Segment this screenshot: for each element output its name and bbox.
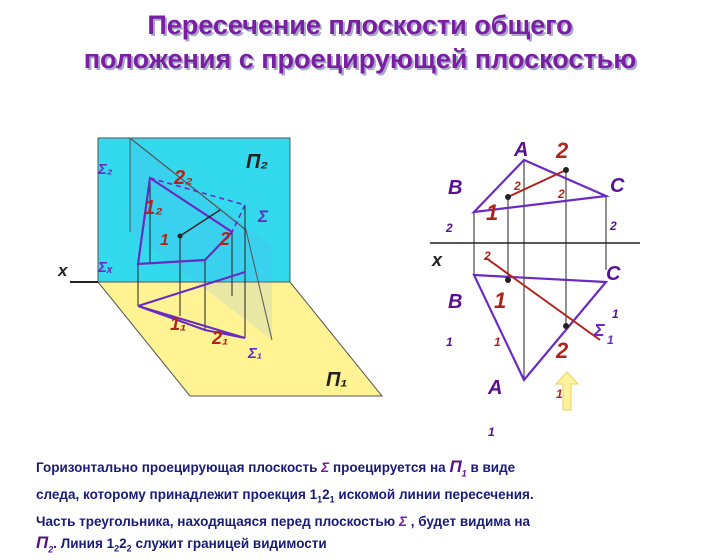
- label-2-1-main: 2: [556, 338, 569, 363]
- text-line-1: [36, 456, 706, 484]
- text-2c: искомой линии пересечения.: [338, 487, 534, 503]
- label-x-right: x: [432, 250, 443, 270]
- text-line-4: [36, 532, 706, 560]
- label-C2: C: [610, 175, 625, 197]
- text-2a: следа, которому принадлежит проекция 1: [36, 487, 318, 503]
- label-1-1-sub: 1: [494, 335, 501, 349]
- text-2-sub1: 1: [317, 495, 323, 506]
- right-view: [430, 138, 640, 439]
- label-2-2: 2₂: [174, 167, 193, 189]
- text-1-sigma: Σ: [321, 460, 330, 475]
- label-A2: A: [514, 139, 529, 161]
- text-3b: , будет видима на: [410, 514, 531, 530]
- label-sigma1-right: Σ: [594, 320, 605, 340]
- label-2-1: 2₁: [212, 328, 229, 348]
- text-1b: проецируется на: [332, 460, 446, 475]
- left-view: [57, 138, 382, 396]
- label-1-1: 1₁: [170, 314, 187, 334]
- text-2b: 2: [322, 487, 330, 503]
- explanation-text: [36, 456, 706, 560]
- label-1-1-main: 1: [494, 288, 507, 313]
- text-4-sub1: 2: [114, 543, 120, 554]
- point-2-2: [563, 167, 569, 173]
- text-2-sub2: 1: [329, 495, 335, 506]
- text-1c: в виде: [470, 460, 516, 475]
- label-sigma-x: Σₓ: [98, 259, 113, 276]
- label-1-2: 1₂: [144, 197, 163, 219]
- label-sigma2: Σ₂: [98, 161, 113, 178]
- label-sigma: Σ: [258, 207, 269, 226]
- text-1a: Горизонтально проецирующая плоскость: [36, 460, 318, 475]
- label-1-2-sub: 2: [484, 249, 491, 263]
- text-4c: служит границей видимости: [135, 536, 327, 552]
- text-4-pi-sub: 2: [48, 544, 54, 555]
- label-A1-sub: 1: [488, 425, 495, 439]
- point-1-1: [505, 277, 511, 283]
- text-4a: . Линия 1: [53, 536, 115, 552]
- label-2-1-sub: 1: [556, 387, 563, 401]
- text-1-pi-main: П: [449, 457, 462, 476]
- text-1-pi: [449, 457, 467, 479]
- label-2: 2: [220, 229, 231, 249]
- label-2-2-sub: 2: [514, 179, 521, 193]
- text-line-3: [36, 511, 706, 532]
- label-pi1-left: П₁: [326, 369, 348, 391]
- label-pi2: П₂: [246, 151, 269, 173]
- label-sigma1-left: Σ₁: [248, 345, 263, 362]
- text-3-sigma: Σ: [398, 514, 407, 530]
- text-4-pi-main: П: [36, 533, 49, 553]
- label-B2: B: [448, 177, 463, 199]
- text-3a: Часть треугольника, находящаяся перед плоскостью: [36, 514, 396, 530]
- text-1-pi-sub: 1: [461, 468, 467, 479]
- label-2-2-main: 2: [556, 138, 569, 163]
- point-2-1: [563, 323, 569, 329]
- label-C1: C: [606, 263, 621, 285]
- point-1-3d: [178, 234, 183, 239]
- label-B2-sub: 2: [446, 221, 453, 235]
- label-1: 1: [160, 232, 169, 249]
- label-A1: A: [488, 377, 503, 399]
- label-B1: B: [448, 291, 463, 313]
- label-B1-sub: 1: [446, 335, 453, 349]
- label-x-left: x: [58, 261, 68, 280]
- label-sigma1-sub: 1: [607, 333, 614, 347]
- point-1-2: [505, 194, 511, 200]
- title-line-1: Пересечение плоскости общего: [147, 10, 573, 40]
- text-4-pi: [36, 533, 54, 555]
- title-line-2: положения с проецирующей плоскостью: [83, 44, 637, 74]
- label-2-2-subr: 2: [558, 187, 565, 201]
- label-C2-sub: 2: [610, 219, 617, 233]
- text-line-2: [36, 484, 706, 511]
- text-4b: 2: [119, 536, 127, 552]
- label-1-2-main: 1: [486, 200, 499, 225]
- text-4-sub2: 2: [126, 543, 132, 554]
- label-C1-sub: 1: [612, 307, 619, 321]
